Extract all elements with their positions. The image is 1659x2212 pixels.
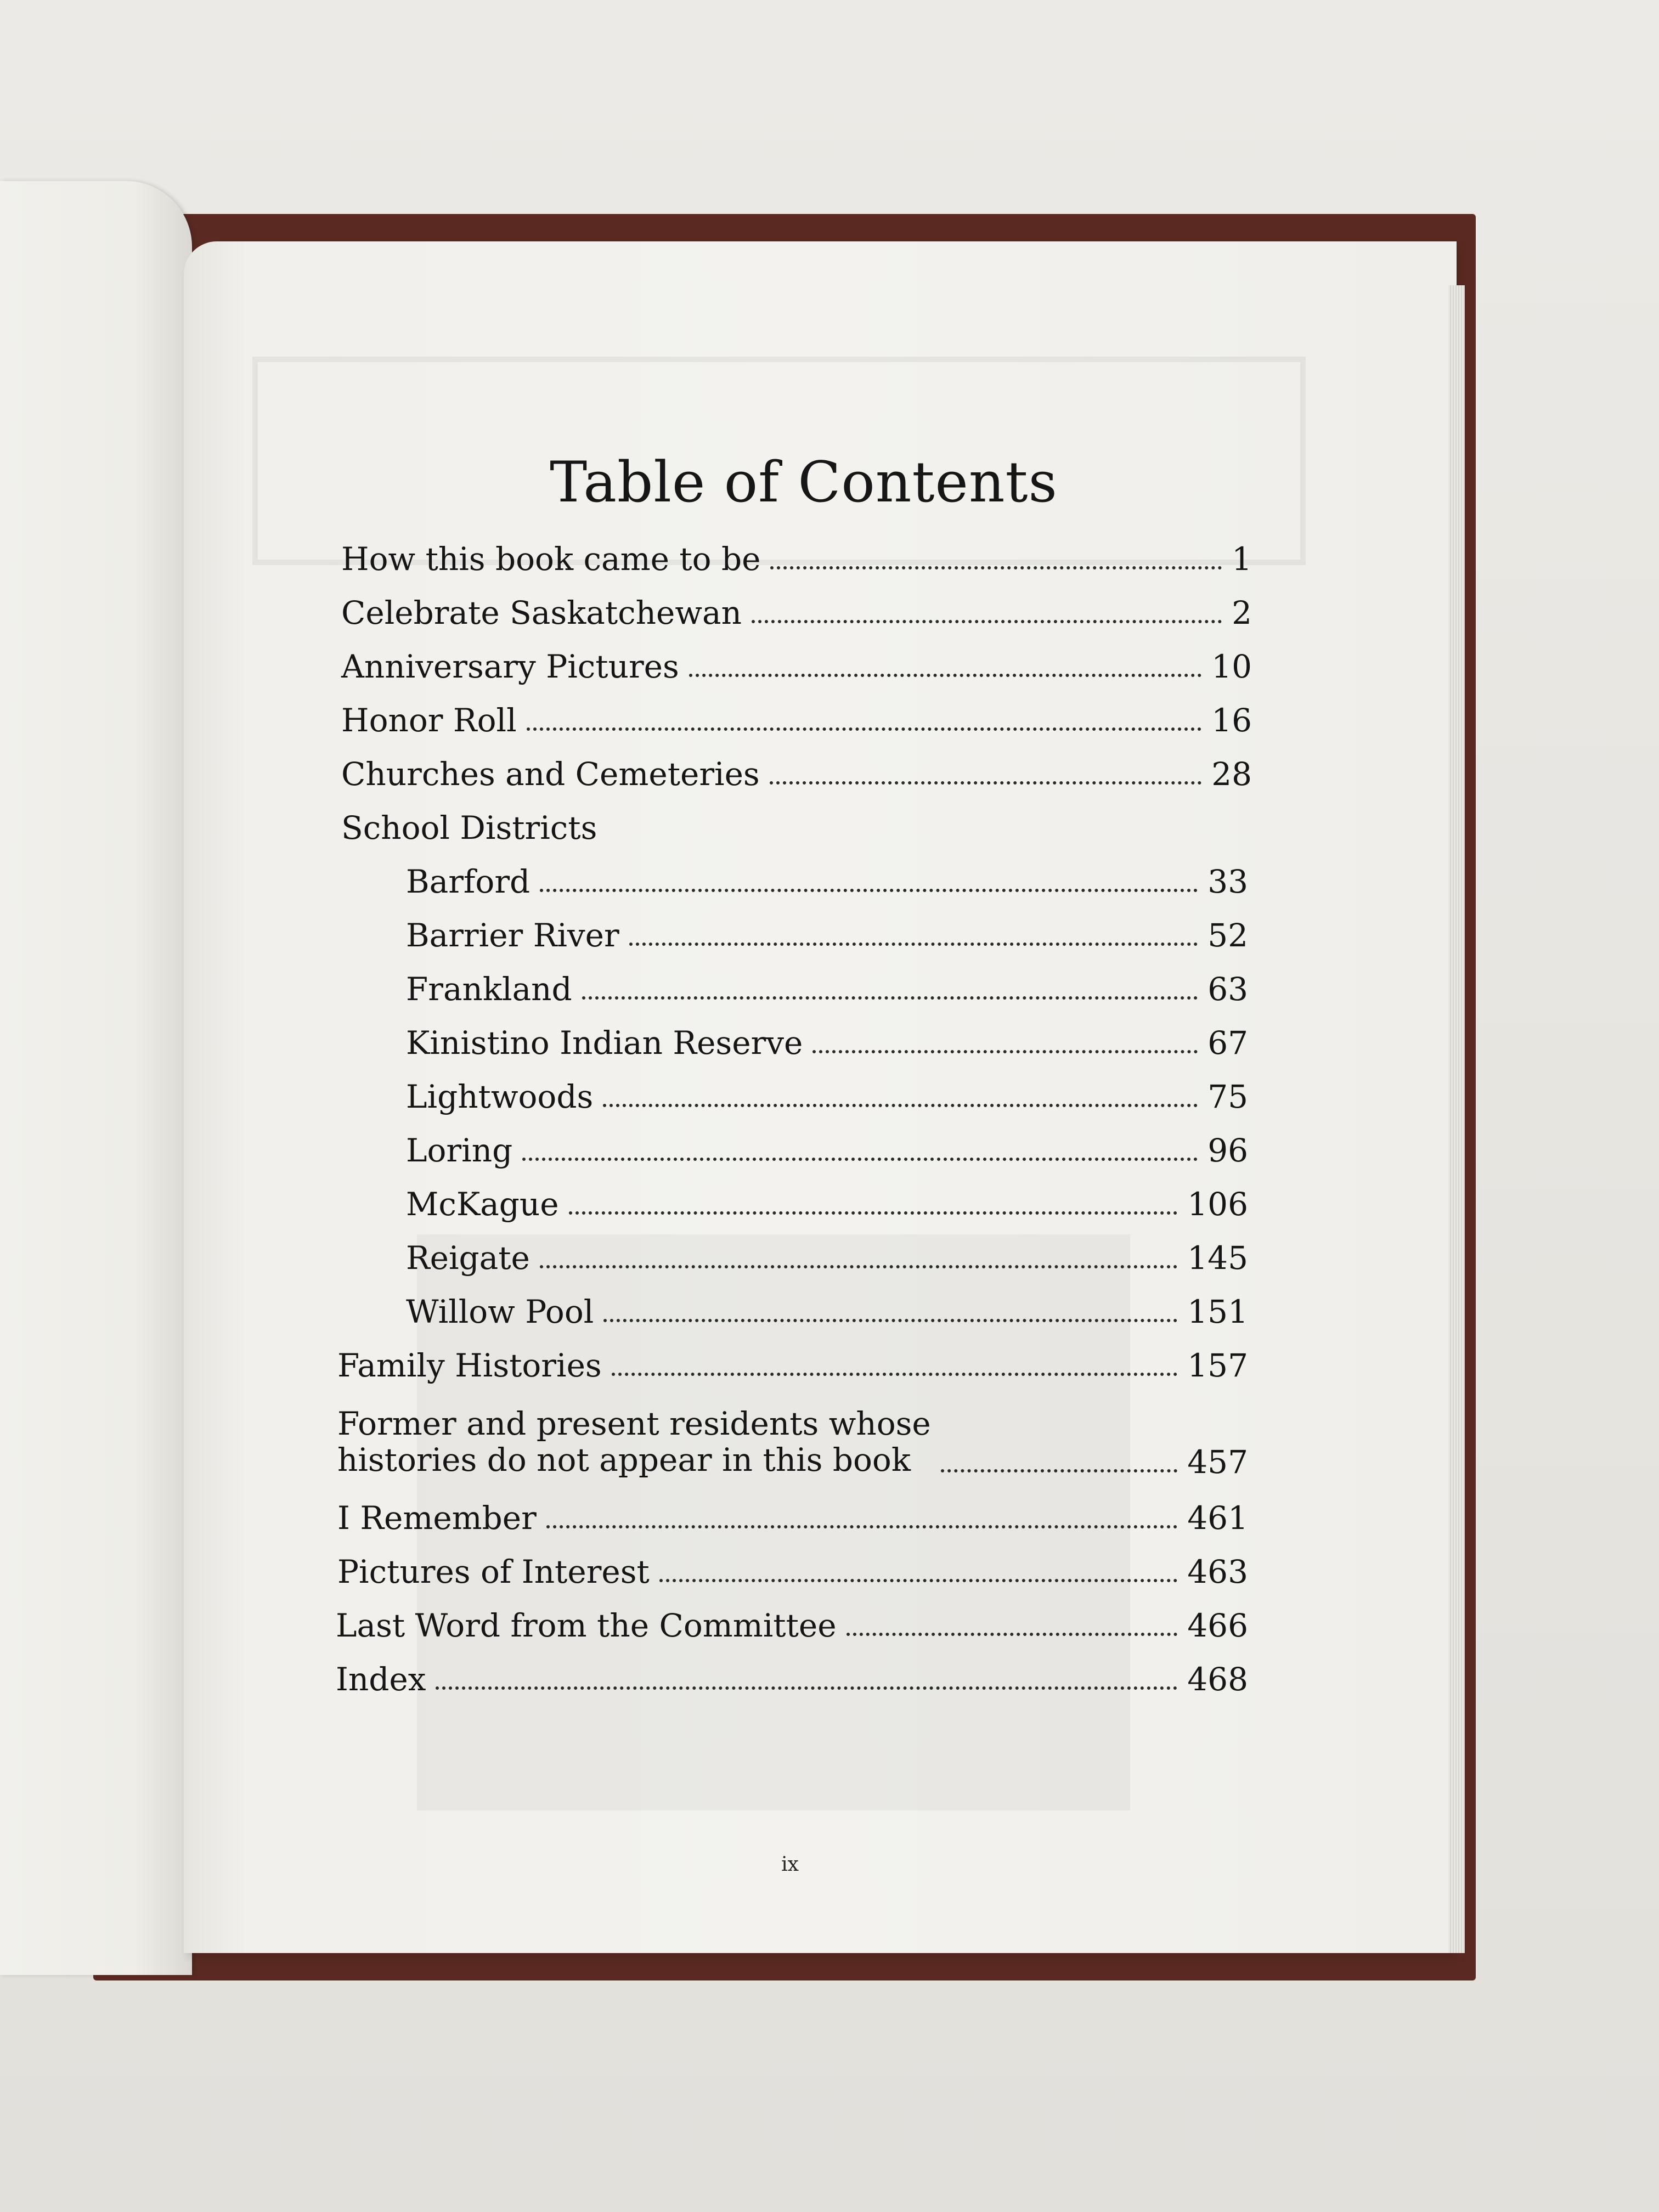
toc-entry-page: 1 [1232, 540, 1252, 578]
leader-dots [770, 566, 1222, 569]
toc-subentry[interactable] [406, 917, 1248, 954]
toc-entry[interactable] [337, 1347, 1248, 1384]
toc-entry-page: 157 [1187, 1347, 1248, 1384]
toc-entry-page: 463 [1187, 1553, 1248, 1590]
toc-subentry[interactable] [406, 863, 1248, 900]
toc-entry-label: Honor Roll [341, 702, 517, 739]
leader-dots [540, 889, 1198, 892]
toc-subentry[interactable] [406, 1078, 1248, 1115]
leader-dots [540, 1265, 1177, 1268]
toc-entry-page: 96 [1207, 1132, 1248, 1169]
toc-entry-label: Family Histories [337, 1347, 602, 1384]
toc-entry[interactable] [336, 1661, 1248, 1698]
toc-entry-page: 52 [1207, 917, 1248, 954]
toc-entry-page: 67 [1207, 1024, 1248, 1062]
toc-entry-page: 10 [1211, 648, 1252, 685]
toc-subentry[interactable] [406, 1132, 1248, 1169]
leader-dots [941, 1469, 1178, 1472]
toc-entry[interactable] [337, 1553, 1248, 1590]
toc-entry-label: Anniversary Pictures [341, 648, 679, 685]
toc-entry[interactable] [341, 702, 1252, 739]
toc-entry-page: 466 [1187, 1607, 1248, 1644]
leader-dots [546, 1525, 1177, 1528]
leader-dots [659, 1579, 1177, 1582]
toc-entry-page: 33 [1207, 863, 1248, 900]
toc-entry-label: Barford [406, 863, 531, 900]
leader-dots [847, 1633, 1178, 1636]
toc-entry-label: Lightwoods [406, 1078, 594, 1115]
leader-dots [770, 781, 1201, 785]
toc-entry-label: Former and present residents whose histories do not appear in this book [337, 1405, 931, 1479]
toc-subentry[interactable] [406, 970, 1248, 1008]
leader-dots [603, 1104, 1198, 1107]
toc-entry-page: 106 [1187, 1186, 1248, 1223]
leader-dots [527, 727, 1202, 731]
toc-entry-label: School Districts [341, 809, 597, 847]
leader-dots [689, 674, 1201, 677]
toc-entry[interactable] [341, 648, 1252, 685]
toc-entry[interactable] [336, 1607, 1248, 1644]
toc-entry[interactable] [337, 1499, 1248, 1537]
toc-entry-label: Frankland [406, 970, 572, 1008]
toc-entry-page: 63 [1207, 970, 1248, 1008]
toc-entry-page: 457 [1187, 1443, 1248, 1481]
toc-entry[interactable] [341, 594, 1252, 631]
toc-entry-label: Index [336, 1661, 426, 1698]
leader-dots [629, 943, 1198, 946]
toc-entry-page: 468 [1187, 1661, 1248, 1698]
toc-entry-label: I Remember [337, 1499, 537, 1537]
leader-dots [603, 1319, 1177, 1322]
leader-dots [522, 1158, 1198, 1161]
page-edges [1448, 285, 1465, 1953]
toc-entry-page: 151 [1187, 1293, 1248, 1330]
toc-entry[interactable] [341, 540, 1252, 578]
toc-entry-page: 461 [1187, 1499, 1248, 1537]
toc-subentry[interactable] [406, 1239, 1248, 1277]
page-title: Table of Contents [550, 450, 1058, 515]
toc-subentry[interactable] [406, 1186, 1248, 1223]
toc-entry-label: Reigate [406, 1239, 530, 1277]
toc-subentry[interactable] [406, 1293, 1248, 1330]
toc-entry-label: Willow Pool [406, 1293, 594, 1330]
toc-entry-page: 145 [1187, 1239, 1248, 1277]
toc-entry-label: Last Word from the Committee [336, 1607, 837, 1644]
toc-entry-label: Loring [406, 1132, 513, 1169]
toc-entry-label: How this book came to be [341, 540, 761, 578]
leader-dots [436, 1686, 1177, 1690]
toc-subentry[interactable] [406, 1024, 1248, 1062]
toc-entry-label: McKague [406, 1186, 559, 1223]
leader-dots [612, 1373, 1178, 1376]
leader-dots [752, 620, 1222, 623]
toc-entry-page: 28 [1211, 755, 1252, 793]
toc-entry[interactable] [341, 755, 1252, 793]
toc-entry-label: Kinistino Indian Reserve [406, 1024, 803, 1062]
toc-entry-label: Celebrate Saskatchewan [341, 594, 742, 631]
toc-section-heading[interactable] [341, 809, 1252, 847]
toc-entry-label: Barrier River [406, 917, 619, 954]
toc-entry-page: 2 [1232, 594, 1252, 631]
toc-entry-page: 16 [1211, 702, 1252, 739]
toc-entry-page: 75 [1207, 1078, 1248, 1115]
toc-entry-label: Churches and Cemeteries [341, 755, 760, 793]
page-number: ix [781, 1853, 799, 1876]
leader-dots [569, 1211, 1178, 1215]
leader-dots [582, 996, 1198, 1000]
toc-entry-label: Pictures of Interest [337, 1553, 650, 1590]
leader-dots [812, 1050, 1198, 1053]
toc-entry[interactable] [337, 1405, 1248, 1481]
